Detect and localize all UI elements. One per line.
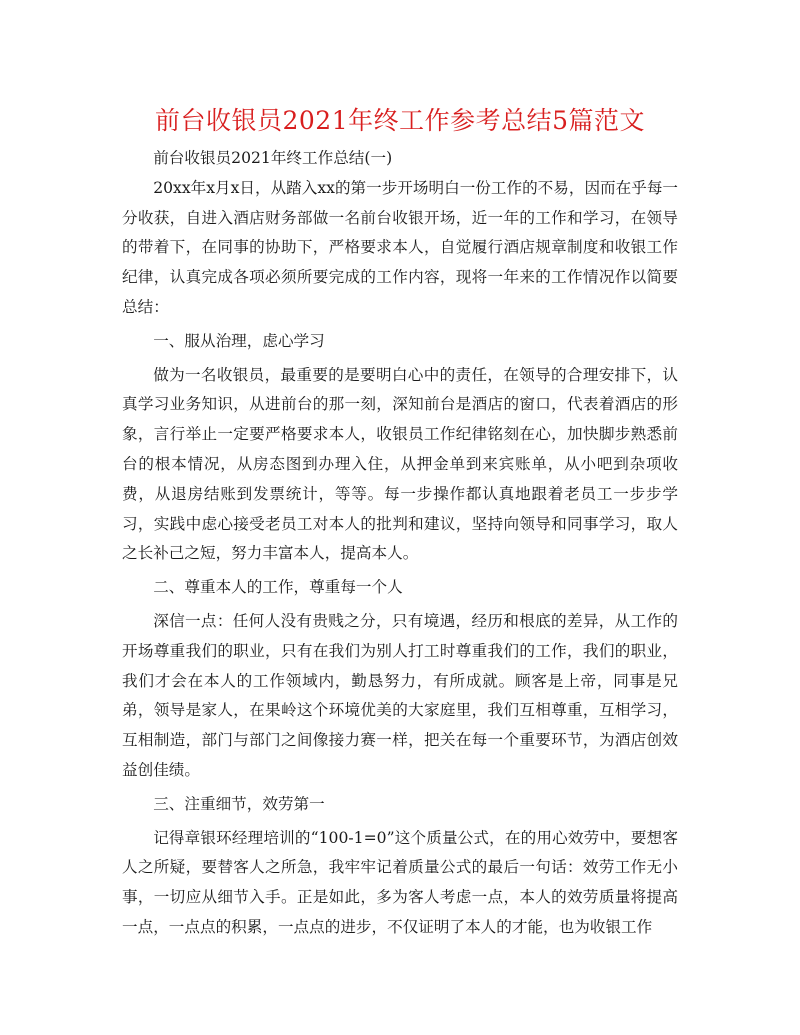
document-body (122, 144, 678, 943)
section-2-heading: 二、尊重本人的工作，尊重每一个人 (153, 578, 403, 597)
section-3-paragraph: 记得章银环经理培训的“100-1=0”这个质量公式，在的用心效劳中，要想客人之所疑，要替客人之所急，我牢牢记着质量公式的最后一句话：效劳工作无小事，一切应从细节入手。正是如此，多为客人考虑一点，本人的效劳质量将提高一点，一点点的积累，一点点的进步，不仅证明了本人的才能，也为收银工作 (122, 828, 678, 936)
document-title: 前台收银员2021年终工作参考总结5篇范文 (154, 106, 646, 135)
subtitle: 前台收银员2021年终工作总结(一) (153, 149, 393, 167)
section-1-heading: 一、服从治理，虑心学习 (153, 331, 325, 350)
intro-paragraph: 20xx年x月x日，从踏入xx的第一步开场明白一份工作的不易，因而在乎每一分收获，自进入酒店财务部做一名前台收银开场，近一年的工作和学习，在领导的带着下，在同事的协助下，严格要求本人，自觉履行酒店规章制度和收银工作纪律，认真完成各项必须所要完成的工作内容，现将一年来的工作情况作以简要总结： (122, 178, 679, 316)
section-1-paragraph: 做为一名收银员，最重要的是要明白心中的责任，在领导的合理安排下，认真学习业务知识，从进前台的那一刻，深知前台是酒店的窗口，代表着酒店的形象，言行举止一定要严格要求本人，收银员工作纪律铭刻在心，加快脚步熟悉前台的根本情况，从房态图到办理入住，从押金单到来宾账单，从小吧到杂项收费，从退房结账到发票统计，等等。每一步操作都认真地跟着老员工一步步学习，实践中虑心接受老员工对本人的批判和建议，坚持向领导和同事学习，取人之长补己之短，努力丰富本人，提高本人。 (122, 365, 678, 563)
section-2-paragraph: 深信一点：任何人没有贵贱之分，只有境遇，经历和根底的差异，从工作的开场尊重我们的职业，只有在我们为别人打工时尊重我们的工作，我们的职业，我们才会在本人的工作领域内，勤恳努力，有所成就。顾客是上帝，同事是兄弟，领导是家人，在果岭这个环境优美的大家庭里，我们互相尊重，互相学习，互相制造，部门与部门之间像接力赛一样，把关在每一个重要环节，为酒店创效益创佳绩。 (122, 611, 678, 779)
section-3-heading: 三、注重细节，效劳第一 (153, 794, 325, 813)
